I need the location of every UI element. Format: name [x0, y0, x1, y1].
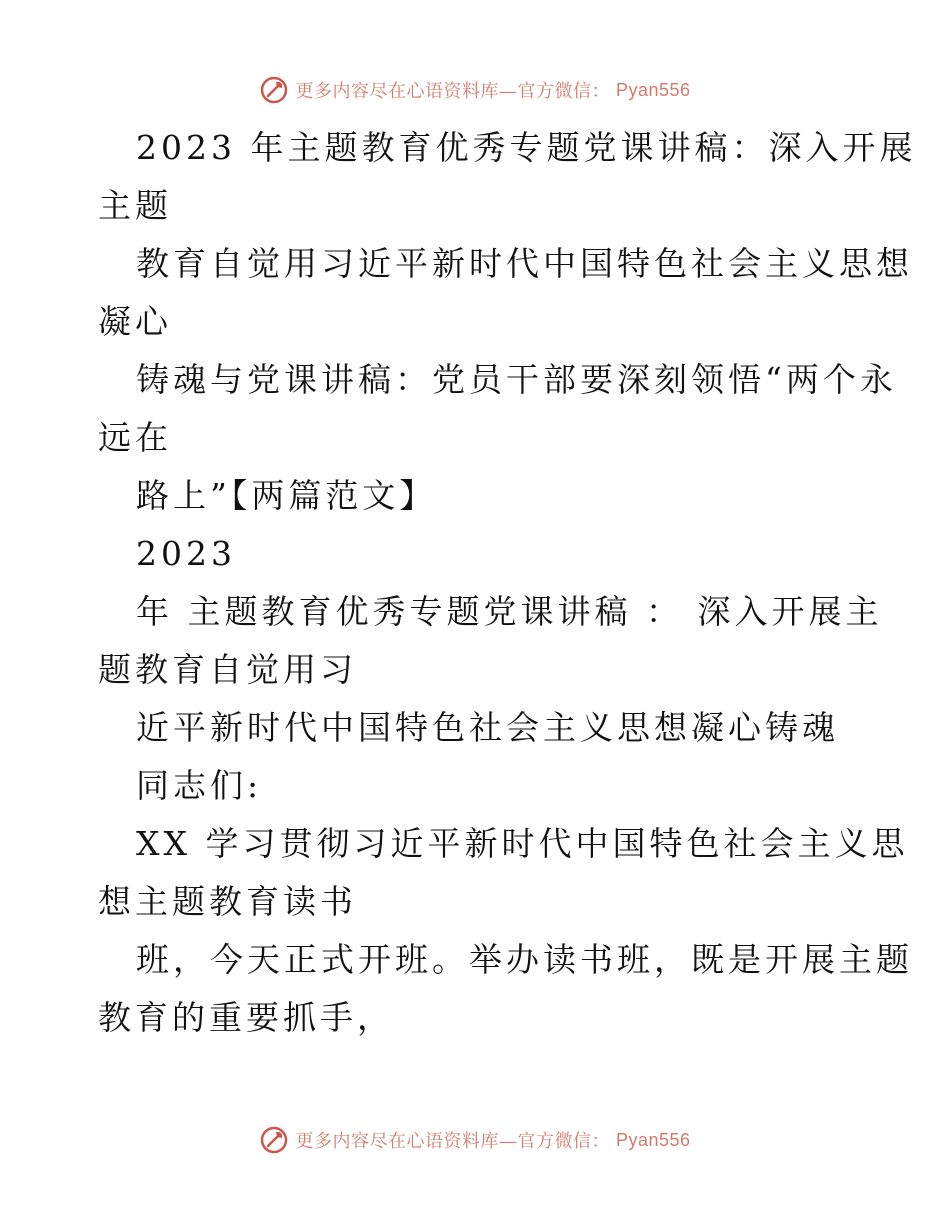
text-line: 年 主题教育优秀专题党课讲稿 ： 深入开展主 — [136, 592, 883, 631]
text-line: 教育的重要抓手， — [98, 998, 394, 1037]
text-line: 想主题教育读书 — [98, 882, 357, 921]
text-line: 2023 — [136, 534, 236, 573]
text-line: 铸魂与党课讲稿：党员干部要深刻领悟“两个永 — [136, 360, 897, 399]
text-line: 路上”【两篇范文】 — [136, 476, 437, 515]
watermark-footer — [0, 1122, 950, 1158]
watermark-text: 更多内容尽在心语资料库—官方微信： — [295, 81, 610, 102]
text-line: XX 学习贯彻习近平新时代中国特色社会主义思 — [136, 824, 909, 863]
watermark-id: Pyan556 — [615, 1129, 691, 1150]
watermark-text: 更多内容尽在心语资料库—官方微信： — [295, 1131, 610, 1152]
watermark-id: Pyan556 — [615, 79, 691, 100]
quill-logo-icon — [259, 1125, 289, 1155]
text-line: 远在 — [98, 418, 172, 457]
text-line: 2023 年主题教育优秀专题党课讲稿：深入开展 — [136, 128, 917, 167]
text-line: 凝心 — [98, 302, 172, 341]
text-line: 近平新时代中国特色社会主义思想凝心铸魂 — [136, 708, 839, 747]
quill-logo-icon — [259, 75, 289, 105]
text-line: 教育自觉用习近平新时代中国特色社会主义思想 — [136, 244, 913, 283]
watermark-header — [0, 72, 950, 108]
text-line: 题教育自觉用习 — [98, 650, 357, 689]
text-line: 班，今天正式开班。举办读书班，既是开展主题 — [136, 940, 913, 979]
text-line: 同志们: — [136, 766, 263, 805]
text-line: 主题 — [98, 186, 172, 225]
